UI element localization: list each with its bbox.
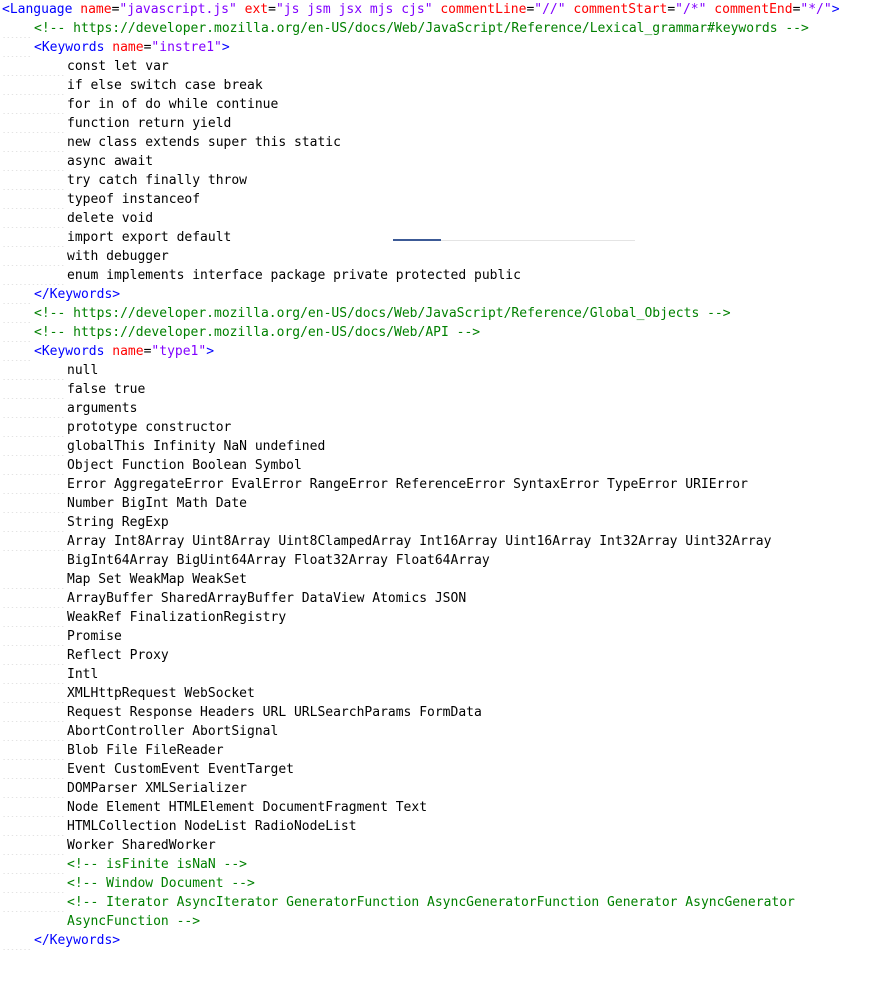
keyword-list-line: prototype constructor (67, 420, 232, 435)
whitespace-dots (2, 741, 64, 760)
keywords-close-tag: </Keywords> (34, 933, 121, 948)
code-comment: <!-- Window Document --> (67, 876, 255, 891)
keyword-list-line: Promise (67, 629, 122, 644)
whitespace-dots (2, 95, 64, 114)
whitespace-dots (2, 285, 31, 304)
language-name-value: javascript.js (127, 2, 229, 17)
code-line[interactable] (0, 285, 121, 304)
whitespace-dots (2, 209, 64, 228)
keyword-list-line: null (67, 363, 99, 378)
keyword-list-line: HTMLCollection NodeList RadioNodeList (67, 819, 357, 834)
whitespace-dots (2, 513, 64, 532)
whitespace-dots (2, 114, 64, 133)
keyword-list-line: enum implements interface package private protected public (67, 268, 521, 283)
code-line[interactable] (0, 342, 215, 361)
comment-start-value: /* (682, 2, 699, 17)
keyword-list-line: new class extends super this static (67, 135, 341, 150)
keywords-open-tag: <Keywords name="type1"> (34, 344, 215, 359)
whitespace-dots (2, 399, 64, 418)
language-open-tag: <Language name="javascript.js" ext="js jsm jsx mjs cjs" commentLine="//" commentStart="/*" commentEnd="*/"> (2, 2, 840, 17)
whitespace-dots (2, 380, 64, 399)
keyword-list-line: with debugger (67, 249, 169, 264)
whitespace-dots (2, 931, 31, 950)
keyword-list-line: DOMParser XMLSerializer (67, 781, 248, 796)
code-comment-wrapped: AsyncFunction --> (67, 914, 201, 929)
whitespace-dots (2, 361, 64, 380)
whitespace-dots (2, 722, 64, 741)
keyword-list-line: Blob File FileReader (67, 743, 224, 758)
keyword-list-line: try catch finally throw (67, 173, 248, 188)
whitespace-dots (2, 703, 64, 722)
keyword-list-line: delete void (67, 211, 154, 226)
code-line[interactable] (0, 931, 121, 950)
keyword-list-line: Error AggregateError EvalError RangeError ReferenceError SyntaxError TypeError URIError (67, 477, 748, 492)
keyword-list-line: WeakRef FinalizationRegistry (67, 610, 287, 625)
keyword-list-line: Node Element HTMLElement DocumentFragment Text (67, 800, 428, 815)
whitespace-dots (2, 779, 64, 798)
keyword-list-line: AbortController AbortSignal (67, 724, 279, 739)
whitespace-dots (2, 190, 64, 209)
keyword-list-line: Number BigInt Math Date (67, 496, 248, 511)
code-comment: <!-- https://developer.mozilla.org/en-US/docs/Web/API --> (34, 325, 481, 340)
whitespace-dots (2, 57, 64, 76)
whitespace-dots (2, 456, 64, 475)
keyword-list-line: arguments (67, 401, 138, 416)
whitespace-dots (2, 570, 64, 589)
keyword-list-line: Event CustomEvent EventTarget (67, 762, 294, 777)
whitespace-dots (2, 247, 64, 266)
keyword-list-line: Request Response Headers URL URLSearchParams FormData (67, 705, 482, 720)
whitespace-dots (2, 418, 64, 437)
whitespace-dots (2, 304, 31, 323)
whitespace-dots (2, 760, 64, 779)
whitespace-dots (2, 589, 64, 608)
whitespace-dots (2, 342, 31, 361)
whitespace-dots (2, 684, 64, 703)
whitespace-dots (2, 817, 64, 836)
whitespace-dots (2, 133, 64, 152)
keyword-list-line: async await (67, 154, 154, 169)
keyword-list-line: function return yield (67, 116, 232, 131)
whitespace-dots (2, 475, 64, 494)
keyword-list-line: Map Set WeakMap WeakSet (67, 572, 248, 587)
whitespace-dots (2, 627, 64, 646)
whitespace-dots (2, 836, 64, 855)
whitespace-dots (2, 855, 64, 874)
whitespace-dots (2, 608, 64, 627)
code-comment: <!-- isFinite isNaN --> (67, 857, 248, 872)
whitespace-dots (2, 76, 64, 95)
code-comment: <!-- Iterator AsyncIterator GeneratorFunction AsyncGeneratorFunction Generator AsyncGenerator (67, 895, 795, 910)
comment-end-value: */ (808, 2, 824, 17)
keyword-list-line-wrapped: BigInt64Array BigUint64Array Float32Array Float64Array (67, 553, 490, 568)
keyword-list-line: ArrayBuffer SharedArrayBuffer DataView Atomics JSON (67, 591, 467, 606)
whitespace-dots (2, 437, 64, 456)
whitespace-dots (2, 874, 64, 893)
keywords-name-value: instre1 (159, 40, 215, 55)
code-line[interactable] (0, 0, 840, 19)
keywords-close-tag: </Keywords> (34, 287, 121, 302)
whitespace-dots (2, 532, 64, 551)
keywords-name-value: type1 (159, 344, 199, 359)
whitespace-dots (2, 266, 64, 285)
whitespace-dots (2, 38, 31, 57)
keyword-list-line: Object Function Boolean Symbol (67, 458, 302, 473)
keyword-list-line: Reflect Proxy (67, 648, 169, 663)
keyword-list-line: Array Int8Array Uint8Array Uint8ClampedArray Int16Array Uint16Array Int32Array Uint32Array (67, 534, 772, 549)
language-ext-value: js jsm jsx mjs cjs (283, 2, 425, 17)
keyword-list-line: false true (67, 382, 146, 397)
whitespace-dots (2, 19, 31, 38)
keyword-list-line: import export default (67, 230, 232, 245)
keyword-list-line: const let var (67, 59, 169, 74)
whitespace-dots (2, 646, 64, 665)
whitespace-dots (2, 893, 64, 912)
keyword-list-line: Worker SharedWorker (67, 838, 216, 853)
keyword-list-line: typeof instanceof (67, 192, 201, 207)
keyword-list-line: String RegExp (67, 515, 169, 530)
whitespace-dots (2, 323, 31, 342)
caret-line-highlight (441, 240, 635, 241)
whitespace-dots (2, 798, 64, 817)
text-caret-marker (393, 239, 441, 241)
keyword-list-line: XMLHttpRequest WebSocket (67, 686, 255, 701)
whitespace-dots (2, 494, 64, 513)
keyword-list-line: for in of do while continue (67, 97, 279, 112)
code-line[interactable] (0, 19, 809, 38)
keyword-list-line: if else switch case break (67, 78, 263, 93)
code-line[interactable] (0, 38, 230, 57)
code-comment: <!-- https://developer.mozilla.org/en-US/docs/Web/JavaScript/Reference/Lexical_grammar#keywords --> (34, 21, 809, 36)
whitespace-dots (2, 171, 64, 190)
whitespace-dots (2, 152, 64, 171)
comment-line-value: // (542, 2, 558, 17)
keyword-list-line: Intl (67, 667, 99, 682)
whitespace-dots (2, 228, 64, 247)
keyword-list-line: globalThis Infinity NaN undefined (67, 439, 326, 454)
code-comment: <!-- https://developer.mozilla.org/en-US/docs/Web/JavaScript/Reference/Global_Objects --> (34, 306, 731, 321)
whitespace-dots (2, 665, 64, 684)
keywords-open-tag: <Keywords name="instre1"> (34, 40, 230, 55)
